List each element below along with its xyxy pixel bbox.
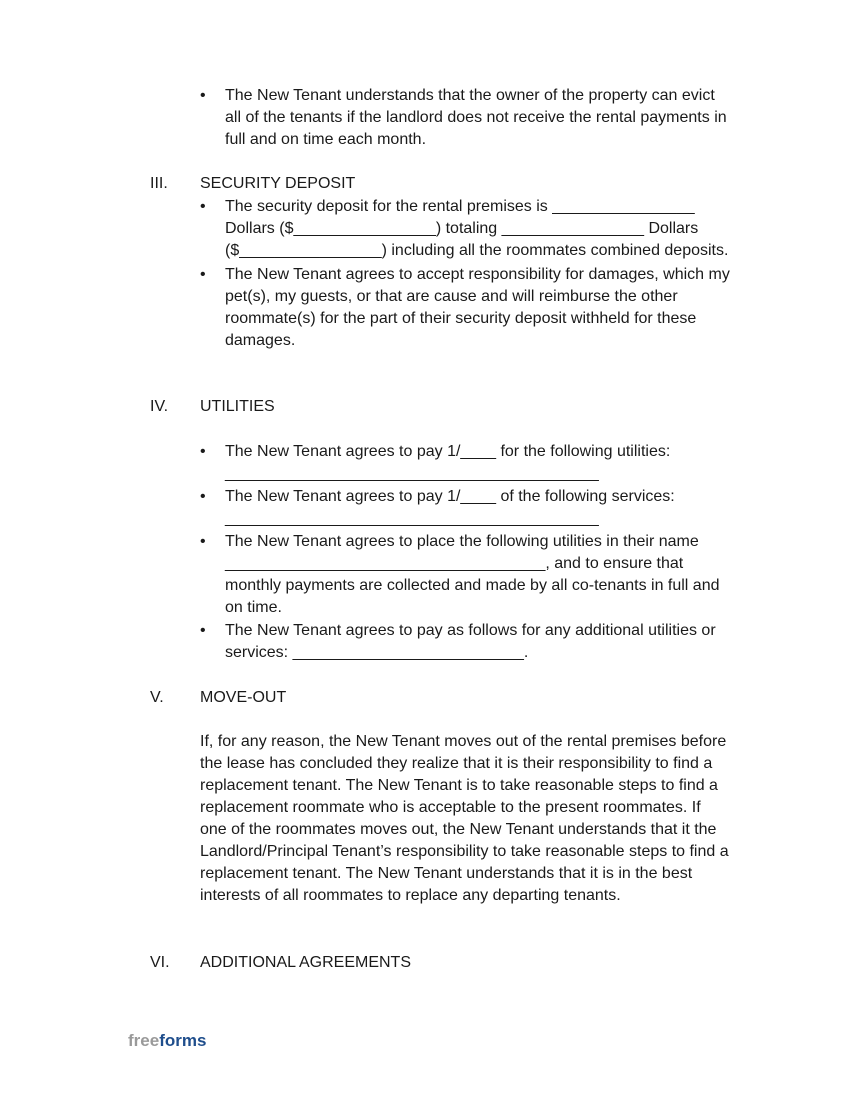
- section-number: IV.: [150, 398, 169, 415]
- bullet-text: The New Tenant understands that the owner of the property can evict all of the tenants if the landlord does not receive the rental payments in full and on time each month.: [225, 87, 727, 148]
- section-number: VI.: [150, 954, 170, 971]
- bullet-text: The New Tenant agrees to pay as follows for any additional utilities or services: __________________________.: [225, 622, 716, 661]
- security-deposit-bullets: [200, 196, 730, 352]
- list-item: [200, 486, 730, 530]
- list-item: [200, 620, 730, 664]
- section-number: III.: [150, 175, 168, 192]
- move-out-paragraph: If, for any reason, the New Tenant moves out of the rental premises before the lease has concluded they realize that it is their responsibility to find a replacement tenant. The New Tenant is to take reasonable steps to find a replacement roommate who is acceptable to the present roommates. If one of the roommates moves out, the New Tenant understands that it the Landlord/Principal Tenant’s responsibility to take reasonable steps to find a replacement tenant. The New Tenant understands that it is in the best interests of all roommates to replace any departing tenants.: [200, 733, 729, 904]
- section-heading-move-out: MOVE-OUT: [200, 689, 287, 706]
- list-item: [200, 264, 730, 352]
- bullet-text: The New Tenant agrees to place the following utilities in their name ____________________________________, and to ensure that monthly payments are collected and made by all co-tenants in full and on time.: [225, 533, 720, 616]
- bullet-text: The security deposit for the rental premises is ________________ Dollars ($________________) totaling ________________ Dollars ($________________) including all the roommates combined deposits.: [225, 198, 729, 259]
- freeforms-logo: [128, 1030, 206, 1052]
- bullet-text: The New Tenant agrees to pay 1/____ of the following services: __________________________________________: [225, 488, 675, 527]
- bullet-text: The New Tenant agrees to accept responsibility for damages, which my pet(s), my guests, or that are cause and will reimburse the other roommate(s) for the part of their security deposit withheld for these damages.: [225, 266, 730, 349]
- logo-text-forms: forms: [159, 1031, 207, 1050]
- section-heading-additional-agreements: ADDITIONAL AGREEMENTS: [200, 954, 411, 971]
- section-heading-utilities: UTILITIES: [200, 398, 275, 415]
- logo-text-free: free: [128, 1031, 160, 1050]
- list-item: [200, 196, 730, 262]
- list-item: [200, 531, 730, 619]
- intro-bullets: [200, 85, 730, 151]
- utilities-bullets: [200, 441, 730, 664]
- bullet-text: The New Tenant agrees to pay 1/____ for the following utilities: __________________________________________: [225, 443, 671, 482]
- list-item: [200, 85, 730, 151]
- section-number: V.: [150, 689, 164, 706]
- section-heading-security-deposit: SECURITY DEPOSIT: [200, 175, 356, 192]
- list-item: [200, 441, 730, 485]
